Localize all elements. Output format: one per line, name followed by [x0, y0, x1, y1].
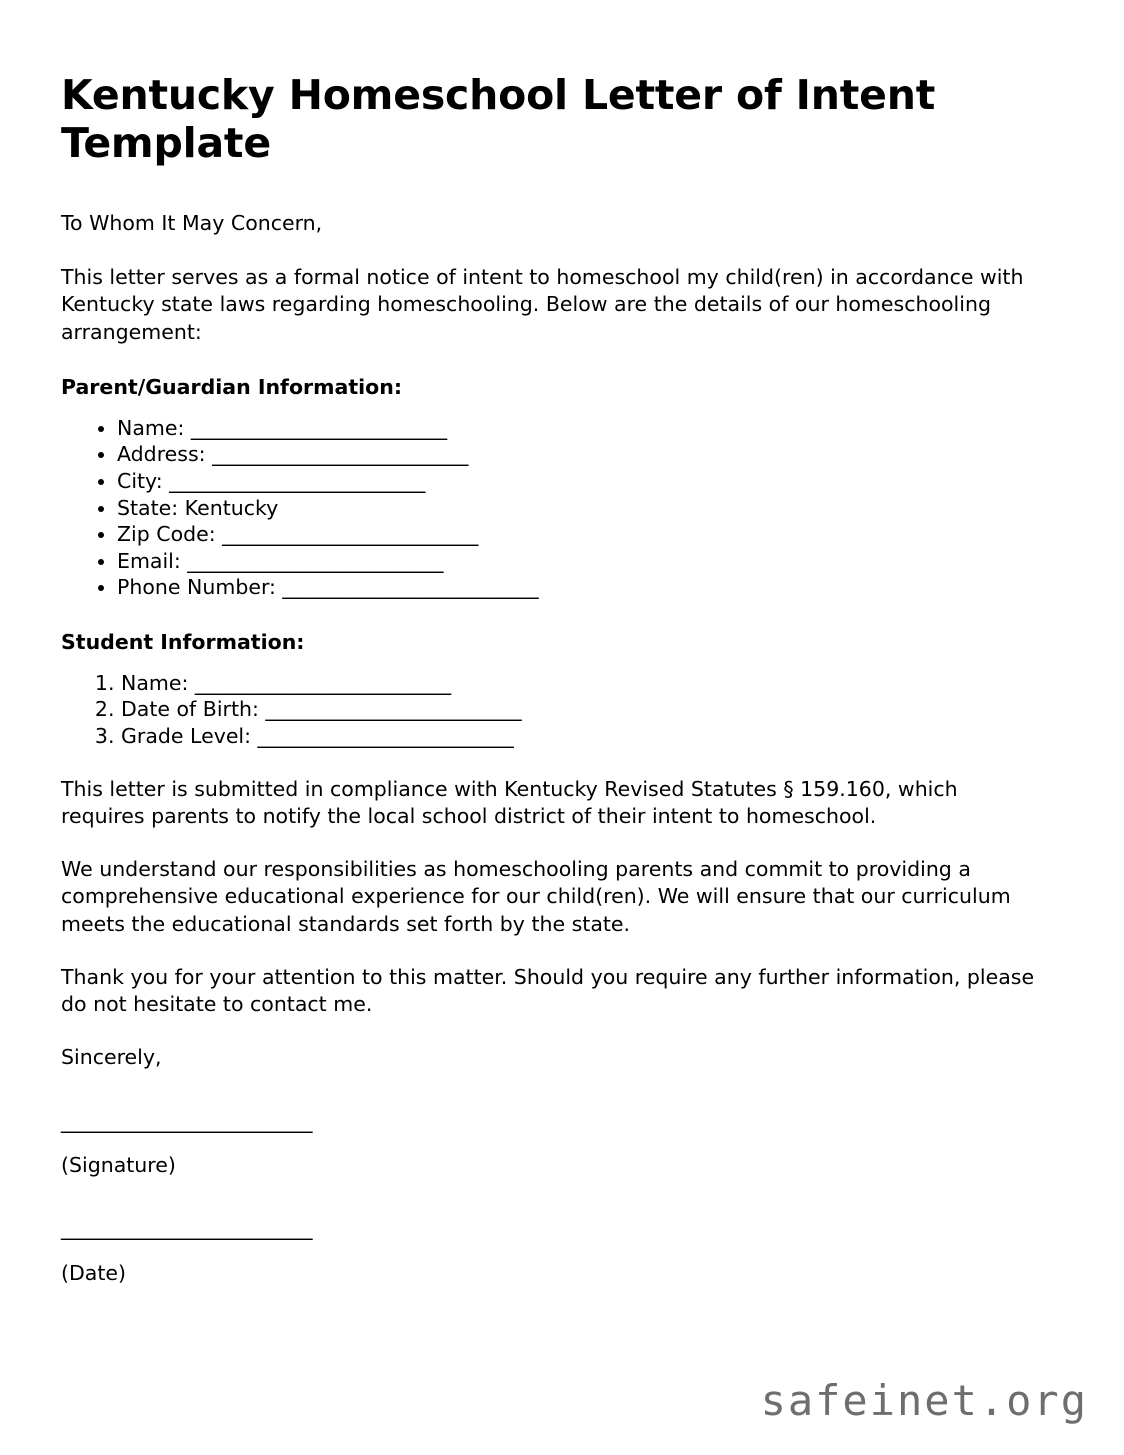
list-item: 3. Grade Level: _________________________	[121, 723, 1063, 750]
compliance-paragraph: This letter is submitted in compliance with Kentucky Revised Statutes § 159.160, which requires parents to notify the local school district of their intent to homeschool.	[61, 776, 958, 828]
list-item: • Email: _________________________	[117, 548, 1063, 575]
sign-off-text: Sincerely,	[61, 1045, 162, 1070]
date-line: _________________________	[61, 1215, 313, 1240]
list-item: • Zip Code: _________________________	[117, 521, 1063, 548]
list-item: 1. Name: _________________________	[121, 670, 1063, 697]
responsibility-paragraph: We understand our responsibilities as homeschooling parents and commit to providing a comprehensive educational experience for our child(ren). We will ensure that our curriculum meets the educational standards set forth by the state.	[61, 857, 1011, 936]
closing-paragraph: Thank you for your attention to this matter. Should you require any further information, please do not hesitate to contact me.	[61, 964, 1035, 1017]
list-item: • Phone Number: _________________________	[117, 574, 1063, 601]
parent-guardian-section-heading: Parent/Guardian Information:	[61, 374, 403, 399]
date-block	[61, 1215, 1063, 1286]
list-item: • Name: _________________________	[117, 415, 1063, 442]
page-title: Kentucky Homeschool Letter of Intent Template	[61, 71, 936, 167]
student-field-list	[61, 670, 1063, 750]
intro-paragraph: This letter serves as a formal notice of intent to homeschool my child(ren) in accordance with Kentucky state laws regarding homeschooling. Below are the details of our homeschooling arrangement:	[61, 265, 1024, 344]
list-item: 2. Date of Birth: _________________________	[121, 696, 1063, 723]
list-item: • State: Kentucky	[117, 495, 1063, 522]
site-watermark: safeinet.org	[760, 1376, 1088, 1425]
parent-guardian-field-list	[61, 415, 1063, 601]
signature-line: _________________________	[61, 1108, 313, 1133]
salutation-text: To Whom It May Concern,	[61, 211, 323, 236]
student-section-heading: Student Information:	[61, 630, 305, 655]
list-item: • Address: _________________________	[117, 441, 1063, 468]
signature-caption: (Signature)	[61, 1153, 176, 1178]
signature-block	[61, 1108, 1063, 1179]
list-item: • City: _________________________	[117, 468, 1063, 495]
date-caption: (Date)	[61, 1260, 126, 1285]
